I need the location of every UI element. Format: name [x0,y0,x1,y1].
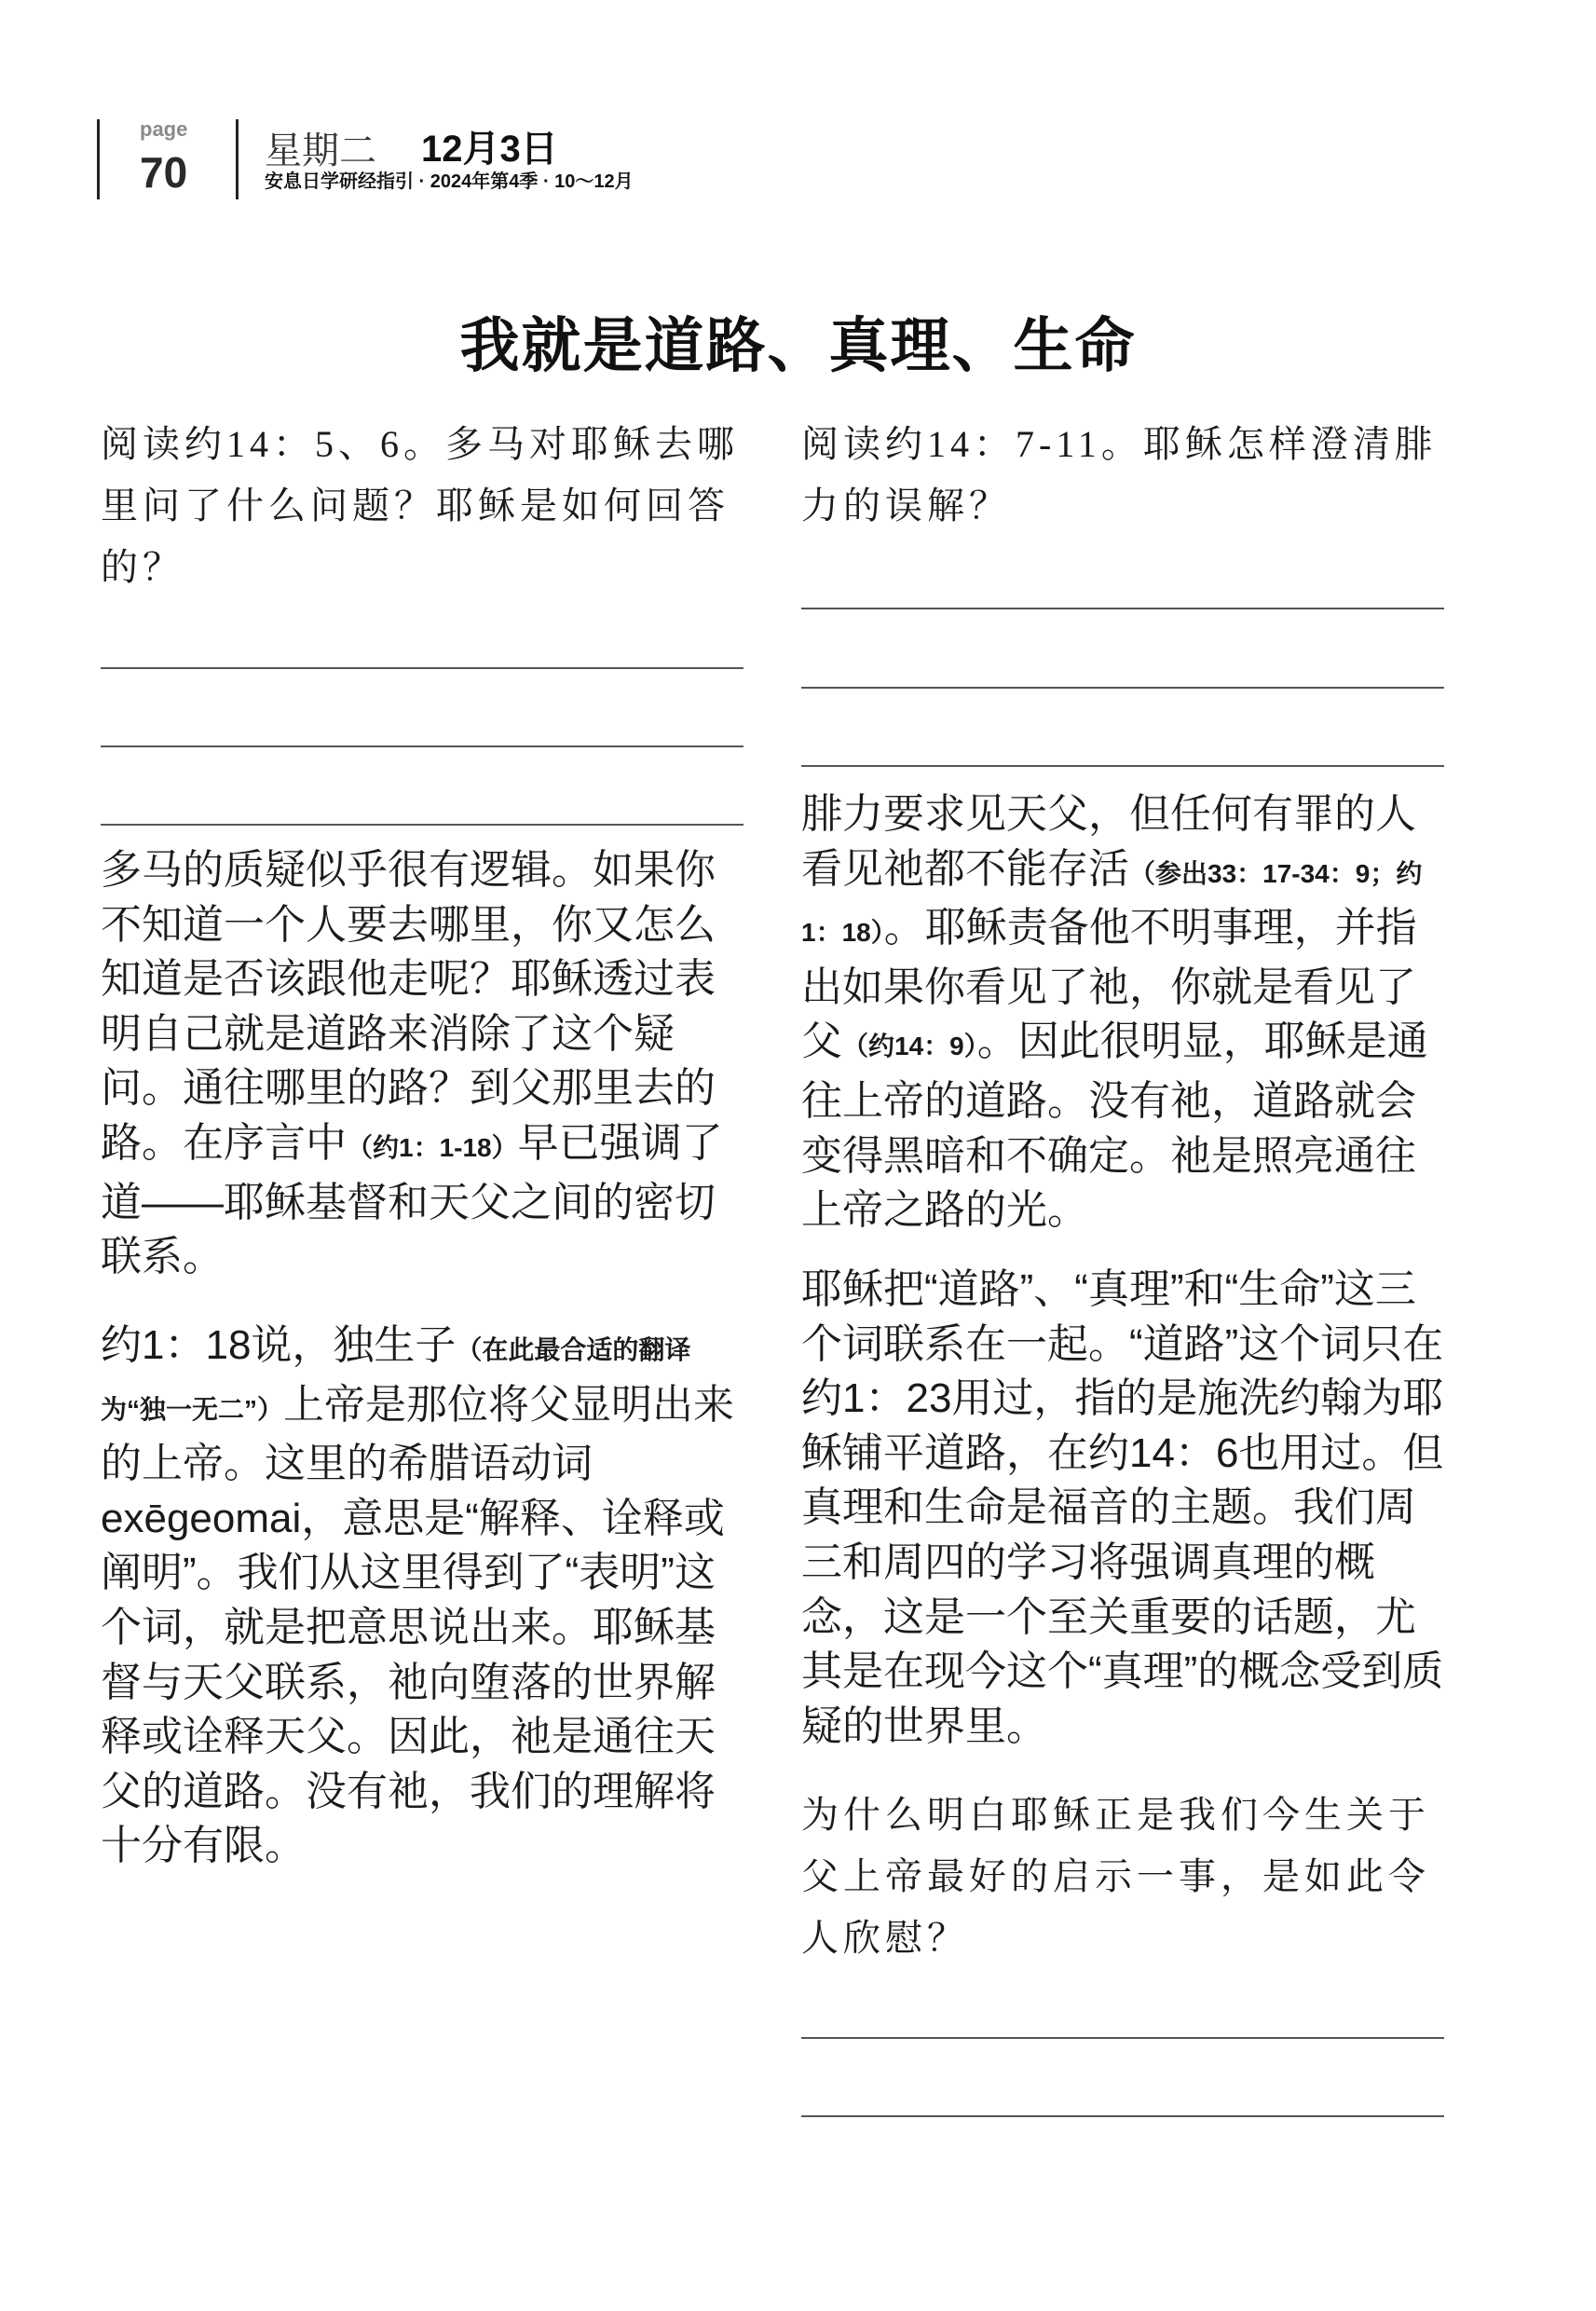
left-question: 阅读约14：5、6。多马对耶稣去哪里问了什么问题？耶稣是如何回答的？ [101,423,739,588]
answer-line[interactable] [801,2037,1444,2039]
paragraph-text: 早已强调了道——耶稣基督和天父之间的密切联系。 [101,1119,723,1280]
paragraph-text: 多马的质疑似乎很有逻辑。如果你不知道一个人要去哪里，你又怎么知道是否该跟他走呢？耶稣透过表明自己就是道路来消除了这个疑问。通往哪里的路？到父那里去的路。在序言中 [101,847,716,1166]
scripture-reference: （约1：1-18） [347,1132,518,1162]
page-label: page [140,117,188,141]
paragraph-text: 。因此很明显，耶稣是通往上帝的道路。没有祂，道路就会变得黑暗和不确定。祂是照亮通往上帝之路的光。 [801,1019,1428,1234]
reflection-question: 为什么明白耶稣正是我们今生关于父上帝最好的启示一事，是如此令人欣慰？ [801,1794,1430,1959]
right-question: 阅读约14：7-11。耶稣怎样澄清腓力的误解？ [801,423,1437,526]
answer-line[interactable] [101,667,743,669]
date: 12月3日 [421,129,558,170]
answer-line[interactable] [801,687,1444,689]
publication-subtitle: 安息日学研经指引 · 2024年第4季 · 10～12月 [265,171,634,192]
answer-line[interactable] [801,765,1444,767]
translation-note: （在此最合适的翻译为“独一无二”） [101,1335,691,1424]
page-number: 70 [140,148,188,197]
left-paragraph-1 [101,843,743,1285]
paragraph-text: 约1：18说，独生子 [101,1322,457,1368]
answer-line[interactable] [101,824,743,826]
weekday: 星期二 [265,130,376,171]
right-paragraph-1 [801,787,1444,1238]
answer-line[interactable] [801,608,1444,609]
header-divider-right [236,119,239,199]
answer-line[interactable] [101,745,743,747]
header-divider-left [97,119,100,199]
scripture-reference: （参出33：17-34：9；约1：18） [801,858,1423,948]
lesson-title: 我就是道路、真理、生命 [459,313,1137,379]
scripture-reference: （约14：9） [842,1032,977,1061]
left-paragraph-2 [101,1319,743,1874]
paragraph-text: 。耶稣责备他不明事理，并指出如果你看见了祂，你就是看见了父 [801,905,1417,1065]
paragraph-text: 腓力要求见天父，但任何有罪的人看见祂都不能存活 [801,791,1416,892]
answer-line[interactable] [801,2115,1444,2117]
paragraph-text: 上帝是那位将父显明出来的上帝。这里的希腊语动词exēgeomai，意思是“解释、诠释或阐明”。我们从这里得到了“表明”这个词，就是把意思说出来。耶稣基督与天父联系，祂向堕落的世界解释或诠释天父。因此，祂是通往天父的道路。没有祂，我们的理解将十分有限。 [101,1381,735,1869]
right-paragraph-2: 耶稣把“道路”、“真理”和“生命”这三个词联系在一起。“道路”这个词只在约1：23用过，指的是施洗约翰为耶稣铺平道路，在约14：6也用过。但真理和生命是福音的主题。我们周三和周四的学习将强调真理的概念，这是一个至关重要的话题，尤其是在现今这个“真理”的概念受到质疑的世界里。 [801,1266,1444,1749]
